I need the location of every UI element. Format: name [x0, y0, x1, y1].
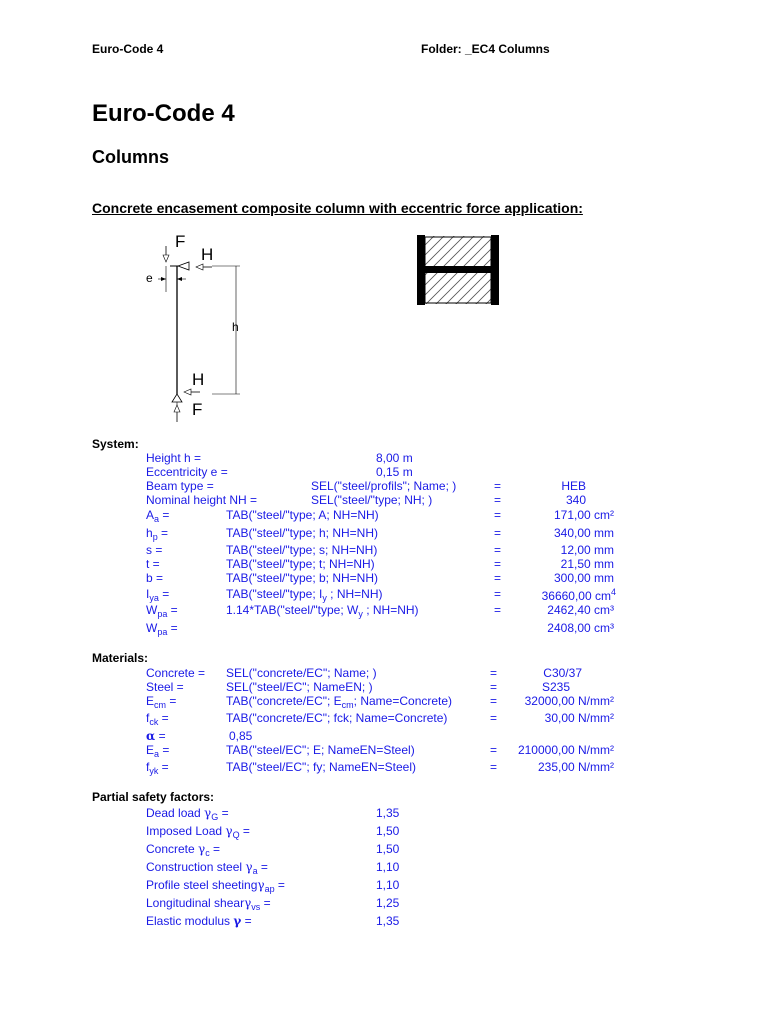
row-equals: = [494, 543, 502, 557]
materials-Ea-row [0, 743, 768, 759]
label-e: e [146, 271, 153, 285]
safety-profile-row [0, 878, 768, 894]
row-value: 340,00 mm [553, 526, 614, 540]
row-value: 300,00 mm [553, 571, 614, 585]
row-value: C30/37 [543, 666, 582, 680]
safety-concrete-row [0, 842, 768, 858]
row-label: Longitudinal shearγ$_{vs}$ = [146, 896, 271, 912]
column-diagram [0, 0, 768, 430]
system-nominal-height-row [0, 493, 768, 509]
row-formula: SEL("steel/profils"; Name; ) [311, 479, 457, 493]
system-b-row [0, 571, 768, 587]
row-equals: = [490, 680, 498, 694]
row-equals: = [490, 760, 498, 774]
row-label: Elastic modulus γ = [146, 914, 252, 928]
row-label: Imposed Load $\gamma_Q$ = [146, 824, 250, 840]
row-label: Dead load $\gamma_G$ = [146, 806, 229, 822]
materials-fck-row [0, 711, 768, 727]
row-label: s = [146, 543, 163, 557]
row-label: $I_{ya}$ = [146, 587, 170, 603]
row-label: Construction steel $\gamma_a$ = [146, 860, 268, 876]
row-formula: TAB("steel/EC"; fy; NameEN=Steel) [226, 760, 417, 774]
row-label: Beam type = [146, 479, 214, 493]
row-value: 8,00 m [376, 451, 413, 465]
safety-construction-row [0, 860, 768, 876]
row-formula: TAB("steel/"type; h; NH=NH) [226, 526, 379, 540]
materials-label: Materials: [92, 651, 149, 665]
row-label: b = [146, 571, 164, 585]
row-equals: = [490, 711, 498, 725]
row-value: 1,10 [376, 860, 400, 874]
row-value: 36660,00 $cm^4$ [541, 587, 616, 603]
row-value: HEB [561, 479, 586, 493]
row-formula: TAB("steel/EC"; E; NameEN=Steel) [226, 743, 415, 757]
row-label: Steel = [146, 680, 184, 694]
row-label: Nominal height NH = [146, 493, 258, 507]
header-right: Folder: _EC4 Columns [421, 42, 550, 56]
label-h: h [232, 320, 239, 334]
row-value: 1,50 [376, 842, 400, 856]
label-H-top: H [201, 245, 214, 264]
materials-fyk-row [0, 760, 768, 776]
row-formula: TAB("concrete/EC"; $E_{cm}$; Name=Concrete) [226, 694, 453, 710]
row-equals: = [490, 694, 498, 708]
row-label: Height h = [146, 451, 202, 465]
row-formula: TAB("steel/"type; A; NH=NH) [226, 508, 379, 522]
row-value: 1,10 [376, 878, 400, 892]
row-equals: = [494, 571, 502, 585]
system-Wpa2-row [0, 621, 768, 637]
row-equals: = [494, 479, 502, 493]
page-title: Euro-Code 4 [92, 100, 235, 127]
row-label: $A_a$ = [146, 508, 170, 524]
safety-dead-row [0, 806, 768, 822]
row-label: $h_p$ = [146, 526, 169, 542]
page-subtitle: Columns [92, 147, 170, 167]
row-label: α = [146, 729, 166, 743]
label-F-bottom: F [192, 400, 203, 419]
row-value: 0,15 m [376, 465, 413, 479]
row-equals: = [494, 526, 502, 540]
row-value: 30,00 N/mm² [544, 711, 614, 725]
safety-elastic-row [0, 914, 768, 930]
row-value: 235,00 N/mm² [537, 760, 614, 774]
system-hp-row [0, 526, 768, 542]
row-label: $f_{ck}$ = [146, 711, 169, 727]
row-value: 210000,00 N/mm² [517, 743, 614, 757]
row-label: $E_{cm}$ = [146, 694, 177, 710]
row-label: Concrete = [146, 666, 206, 680]
row-equals: = [494, 603, 502, 617]
row-formula: TAB("steel/"type; b; NH=NH) [226, 571, 379, 585]
row-label: Eccentricity e = [146, 465, 228, 479]
section-heading: Concrete encasement composite column with eccentric force application: [92, 200, 583, 216]
row-value: 1,35 [376, 914, 400, 928]
row-label: Profile steel sheetingγ$_{ap}$ = [146, 878, 285, 894]
row-formula: TAB("steel/"type; s; NH=NH) [226, 543, 378, 557]
row-value: 12,00 mm [560, 543, 614, 557]
row-label: $W_{pa}$ = [146, 603, 178, 619]
row-formula: SEL("steel/"type; NH; ) [311, 493, 433, 507]
row-formula: SEL("concrete/EC"; Name; ) [226, 666, 377, 680]
safety-label: Partial safety factors: [92, 790, 215, 804]
row-value: 1,25 [376, 896, 400, 910]
row-equals: = [490, 743, 498, 757]
row-label: Concrete $\gamma_c$ = [146, 842, 221, 858]
row-formula: TAB("concrete/EC"; fck; Name=Concrete) [226, 711, 448, 725]
row-label: $E_a$ = [146, 743, 170, 759]
row-value: 340 [565, 493, 586, 507]
row-formula: TAB("steel/"type; $I_y$ ; NH=NH) [226, 587, 383, 603]
row-formula: TAB("steel/"type; t; NH=NH) [226, 557, 375, 571]
row-label: t = [146, 557, 160, 571]
system-Wpa1-row [0, 603, 768, 619]
row-equals: = [490, 666, 498, 680]
row-equals: = [494, 508, 502, 522]
row-value: 1,50 [376, 824, 400, 838]
header-left: Euro-Code 4 [92, 42, 164, 56]
row-value: 1,35 [376, 806, 400, 820]
row-value: 32000,00 N/mm² [524, 694, 614, 708]
row-equals: = [494, 557, 502, 571]
label-F-top: F [175, 232, 186, 251]
row-value: 2408,00 cm³ [547, 621, 614, 635]
row-formula: 1.14*TAB("steel/"type; $W_y$ ; NH=NH) [226, 603, 419, 619]
system-Aa-row [0, 508, 768, 524]
safety-longitudinal-row [0, 896, 768, 912]
row-label: $W_{pa}$ = [146, 621, 178, 637]
row-value: 21,50 mm [560, 557, 614, 571]
row-equals: = [494, 493, 502, 507]
materials-Ecm-row [0, 694, 768, 710]
row-value: 0,85 [229, 729, 253, 743]
row-value: S235 [541, 680, 570, 694]
system-Iya-row [0, 587, 768, 603]
system-label: System: [92, 437, 139, 451]
row-value: 2462,40 cm³ [547, 603, 614, 617]
row-label: $f_{yk}$ = [146, 760, 169, 776]
row-equals: = [494, 587, 502, 601]
safety-imposed-row [0, 824, 768, 840]
row-formula: SEL("steel/EC"; NameEN; ) [226, 680, 373, 694]
row-value: 171,00 cm² [553, 508, 614, 522]
label-H-bottom: H [192, 370, 205, 389]
